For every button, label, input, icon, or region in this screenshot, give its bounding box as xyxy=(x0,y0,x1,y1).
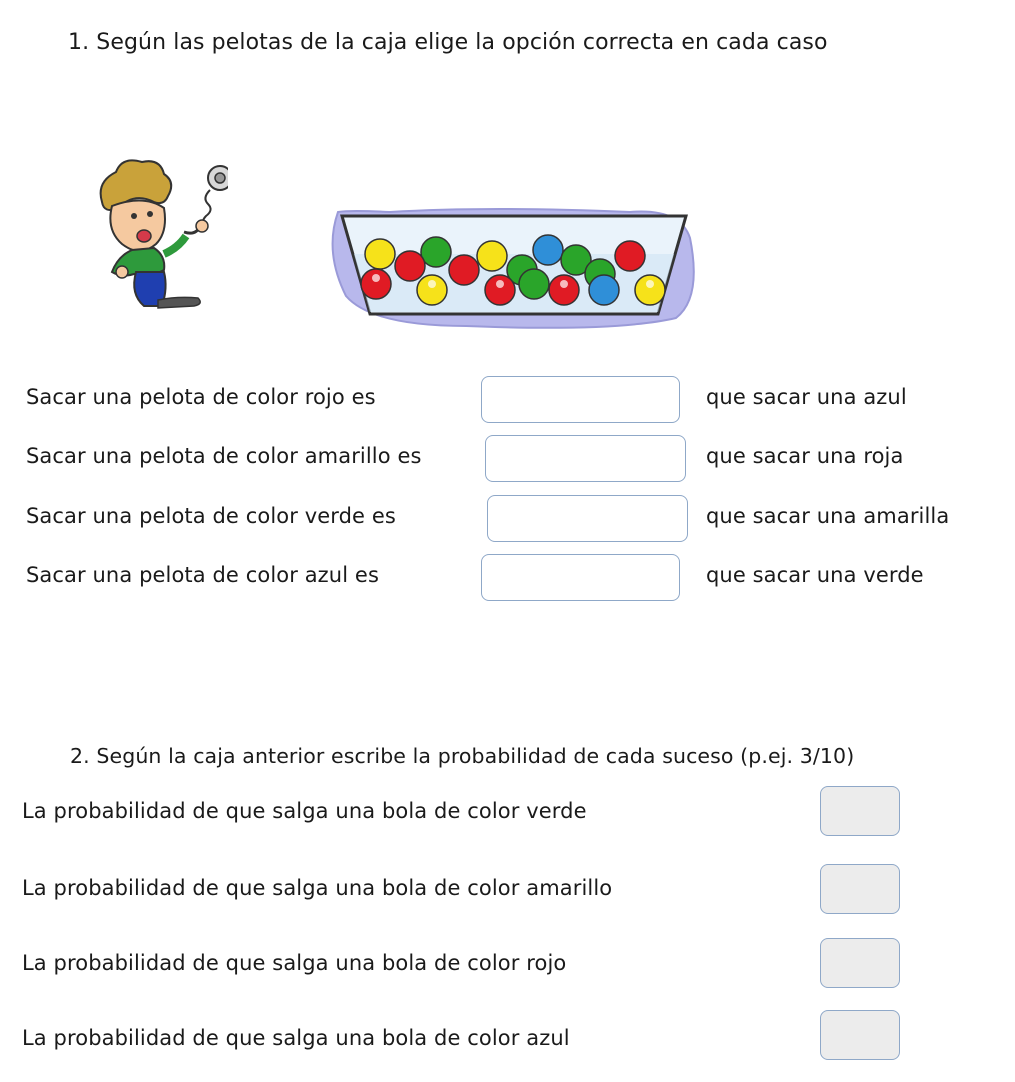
q2-row-1-answer-box[interactable] xyxy=(820,786,900,836)
q2-row-1-label: La probabilidad de que salga una bola de color verde xyxy=(22,799,587,823)
q2-row-4-label: La probabilidad de que salga una bola de color azul xyxy=(22,1026,570,1050)
q1-row-3-answer-box[interactable] xyxy=(487,495,688,542)
q1-row-4-label: Sacar una pelota de color azul es xyxy=(26,563,379,587)
q2-row-3-label: La probabilidad de que salga una bola de color rojo xyxy=(22,951,567,975)
q2-row-2-label: La probabilidad de que salga una bola de color amarillo xyxy=(22,876,613,900)
q1-row-3-suffix: que sacar una amarilla xyxy=(706,504,950,528)
q2-row-3-answer-box[interactable] xyxy=(820,938,900,988)
q2-row-2-answer-box[interactable] xyxy=(820,864,900,914)
q1-row-1-suffix: que sacar una azul xyxy=(706,385,907,409)
q2-row-4-answer-box[interactable] xyxy=(820,1010,900,1060)
boy-juggling-icon xyxy=(88,150,228,320)
question-2-title: 2. Según la caja anterior escribe la probabilidad de cada suceso (p.ej. 3/10) xyxy=(70,744,855,768)
q1-row-2-label: Sacar una pelota de color amarillo es xyxy=(26,444,422,468)
q1-row-1-answer-box[interactable] xyxy=(481,376,680,423)
q1-row-1-label: Sacar una pelota de color rojo es xyxy=(26,385,376,409)
q1-row-3-label: Sacar una pelota de color verde es xyxy=(26,504,396,528)
q1-row-4-suffix: que sacar una verde xyxy=(706,563,924,587)
q1-row-2-suffix: que sacar una roja xyxy=(706,444,904,468)
q1-row-4-answer-box[interactable] xyxy=(481,554,680,601)
ball-box-icon xyxy=(328,192,700,332)
q1-row-2-answer-box[interactable] xyxy=(485,435,686,482)
question-1-title: 1. Según las pelotas de la caja elige la opción correcta en cada caso xyxy=(68,30,828,55)
